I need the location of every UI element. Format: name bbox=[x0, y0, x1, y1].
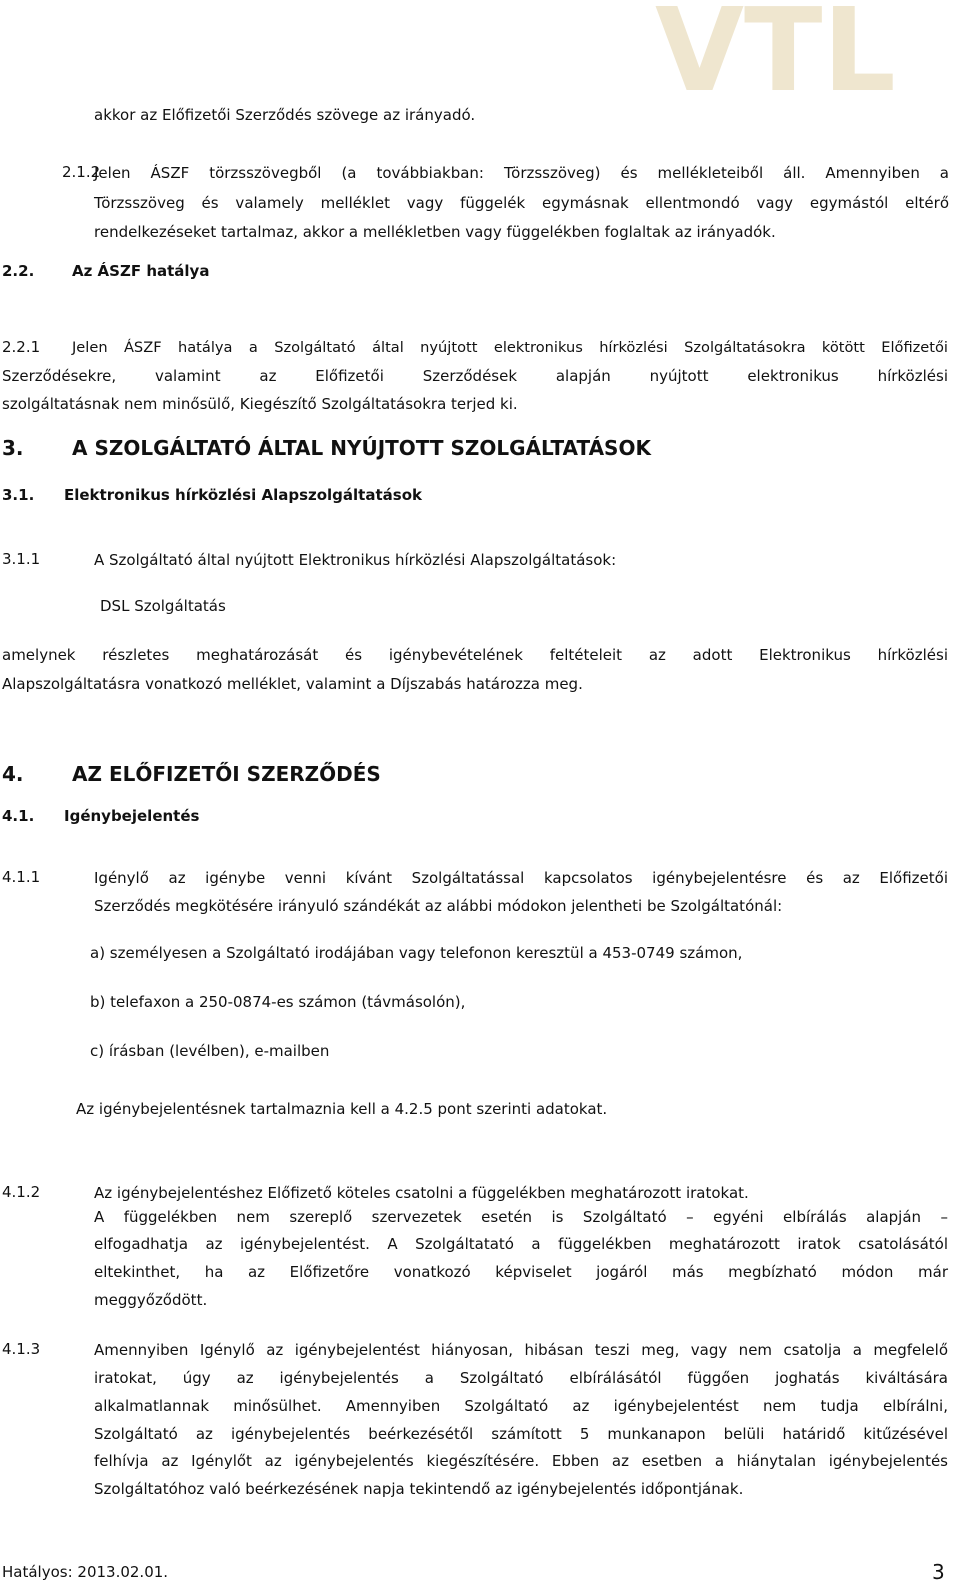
heading-number-4-1: 4.1. bbox=[2, 807, 35, 825]
list-item-b: b) telefaxon a 250-0874-es számon (távmásolón), bbox=[90, 993, 466, 1011]
section-number-4-1-3: 4.1.3 bbox=[2, 1340, 41, 1358]
section-number-3-1-1: 3.1.1 bbox=[2, 550, 41, 568]
section-4-1-3-line-3: alkalmatlannak minősülhet. Amennyiben Szolgáltató az igénybejelentést nem tudja elbírálni, bbox=[94, 1397, 948, 1415]
vtl-logo bbox=[655, 2, 955, 97]
section-4-1-2-line-4: eltekinthet, ha az Előfizetőre vonatkozó képviselet jogáról más megbízható módon már bbox=[94, 1263, 948, 1281]
amelynek-line-2: Alapszolgáltatásra vonatkozó melléklet, valamint a Díjszabás határozza meg. bbox=[2, 675, 583, 693]
amelynek-line-1: amelynek részletes meghatározását és igénybevételének feltételeit az adott Elektronikus hírközlési bbox=[2, 646, 948, 664]
section-2-1-2-line-3: rendelkezéseket tartalmaz, akkor a mellékletben vagy függelékben foglaltak az irányadók. bbox=[94, 223, 776, 241]
section-2-2-1-line-2: Szerződésekre, valamint az Előfizetői Szerződések alapján nyújtott elektronikus hírközlési bbox=[2, 367, 948, 385]
section-4-1-1-line-1: Igénylő az igénybe venni kívánt Szolgáltatással kapcsolatos igénybejelentésre és az Előfizetői bbox=[94, 869, 948, 887]
section-4-1-2-line-2: A függelékben nem szereplő szervezetek esetén is Szolgáltató – egyéni elbírálás alapján – bbox=[94, 1208, 948, 1226]
section-4-1-3-line-1: Amennyiben Igénylő az igénybejelentést hiányosan, hibásan teszi meg, vagy nem csatolja a megfelelő bbox=[94, 1341, 948, 1359]
page-number: 3 bbox=[932, 1560, 945, 1584]
heading-number-3-1: 3.1. bbox=[2, 486, 35, 504]
section-number-2-2-1: 2.2.1 bbox=[2, 338, 41, 356]
section-4-1-2-line-1: Az igénybejelentéshez Előfizető köteles csatolni a függelékben meghatározott iratokat. bbox=[94, 1184, 749, 1202]
heading-4-1: Igénybejelentés bbox=[64, 807, 200, 825]
section-4-1-2-line-5: meggyőződött. bbox=[94, 1291, 208, 1309]
heading-4: AZ ELŐFIZETŐI SZERZŐDÉS bbox=[72, 762, 381, 786]
list-item-c: c) írásban (levélben), e-mailben bbox=[90, 1042, 330, 1060]
section-number-4-1-1: 4.1.1 bbox=[2, 868, 41, 886]
heading-number-2-2: 2.2. bbox=[2, 262, 35, 280]
section-2-1-2-line-2: Törzsszöveg és valamely melléklet vagy függelék egymásnak ellentmondó vagy egymástól eltérő bbox=[94, 194, 949, 212]
section-4-1-3-line-6: Szolgáltatóhoz való beérkezésének napja tekintendő az igénybejelentés időpontjának. bbox=[94, 1480, 744, 1498]
dsl-service: DSL Szolgáltatás bbox=[100, 597, 226, 615]
section-3-1-1-text: A Szolgáltató által nyújtott Elektronikus hírközlési Alapszolgáltatások: bbox=[94, 551, 617, 569]
paragraph-continuation: akkor az Előfizetői Szerződés szövege az irányadó. bbox=[94, 106, 476, 124]
logo-text: VTL bbox=[655, 2, 896, 97]
section-4-1-3-line-4: Szolgáltató az igénybejelentés beérkezésétől számított 5 munkanapon belüli határidő kitűzésével bbox=[94, 1425, 948, 1443]
heading-number-4: 4. bbox=[2, 762, 24, 786]
heading-3: A SZOLGÁLTATÓ ÁLTAL NYÚJTOTT SZOLGÁLTATÁSOK bbox=[72, 436, 651, 460]
section-4-1-1-line-2: Szerződés megkötésére irányuló szándékát az alábbi módokon jelentheti be Szolgáltatónál: bbox=[94, 897, 783, 915]
heading-number-3: 3. bbox=[2, 436, 24, 460]
section-2-1-2-line-1: Jelen ÁSZF törzsszövegből (a továbbiakban: Törzsszöveg) és mellékleteiből áll. Amennyiben a bbox=[94, 164, 949, 182]
heading-2-2: Az ÁSZF hatálya bbox=[72, 262, 210, 280]
section-number-4-1-2: 4.1.2 bbox=[2, 1183, 41, 1201]
section-2-2-1-line-3: szolgáltatásnak nem minősülő, Kiegészítő Szolgáltatásokra terjed ki. bbox=[2, 395, 518, 413]
section-4-1-3-line-5: felhívja az Igénylőt az igénybejelentés kiegészítésére. Ebben az esetben a hiánytalan igénybejelentés bbox=[94, 1452, 948, 1470]
section-4-1-2-line-3: elfogadhatja az igénybejelentést. A Szolgáltatató a függelékben meghatározott iratok csatolásától bbox=[94, 1235, 948, 1253]
section-number-2-1-2: 2.1.2 bbox=[62, 163, 101, 181]
section-2-2-1-line-1: Jelen ÁSZF hatálya a Szolgáltató által nyújtott elektronikus hírközlési Szolgáltatásokra kötött Előfizetői bbox=[72, 339, 948, 356]
heading-3-1: Elektronikus hírközlési Alapszolgáltatások bbox=[64, 486, 422, 504]
effective-date: Hatályos: 2013.02.01. bbox=[2, 1563, 169, 1581]
list-item-a: a) személyesen a Szolgáltató irodájában vagy telefonon keresztül a 453-0749 számon, bbox=[90, 944, 743, 962]
section-4-1-3-line-2: iratokat, úgy az igénybejelentés a Szolgáltató elbírálásától függően joghatás kiváltására bbox=[94, 1369, 948, 1387]
igenybejelentes-note: Az igénybejelentésnek tartalmaznia kell a 4.2.5 pont szerinti adatokat. bbox=[76, 1100, 608, 1118]
